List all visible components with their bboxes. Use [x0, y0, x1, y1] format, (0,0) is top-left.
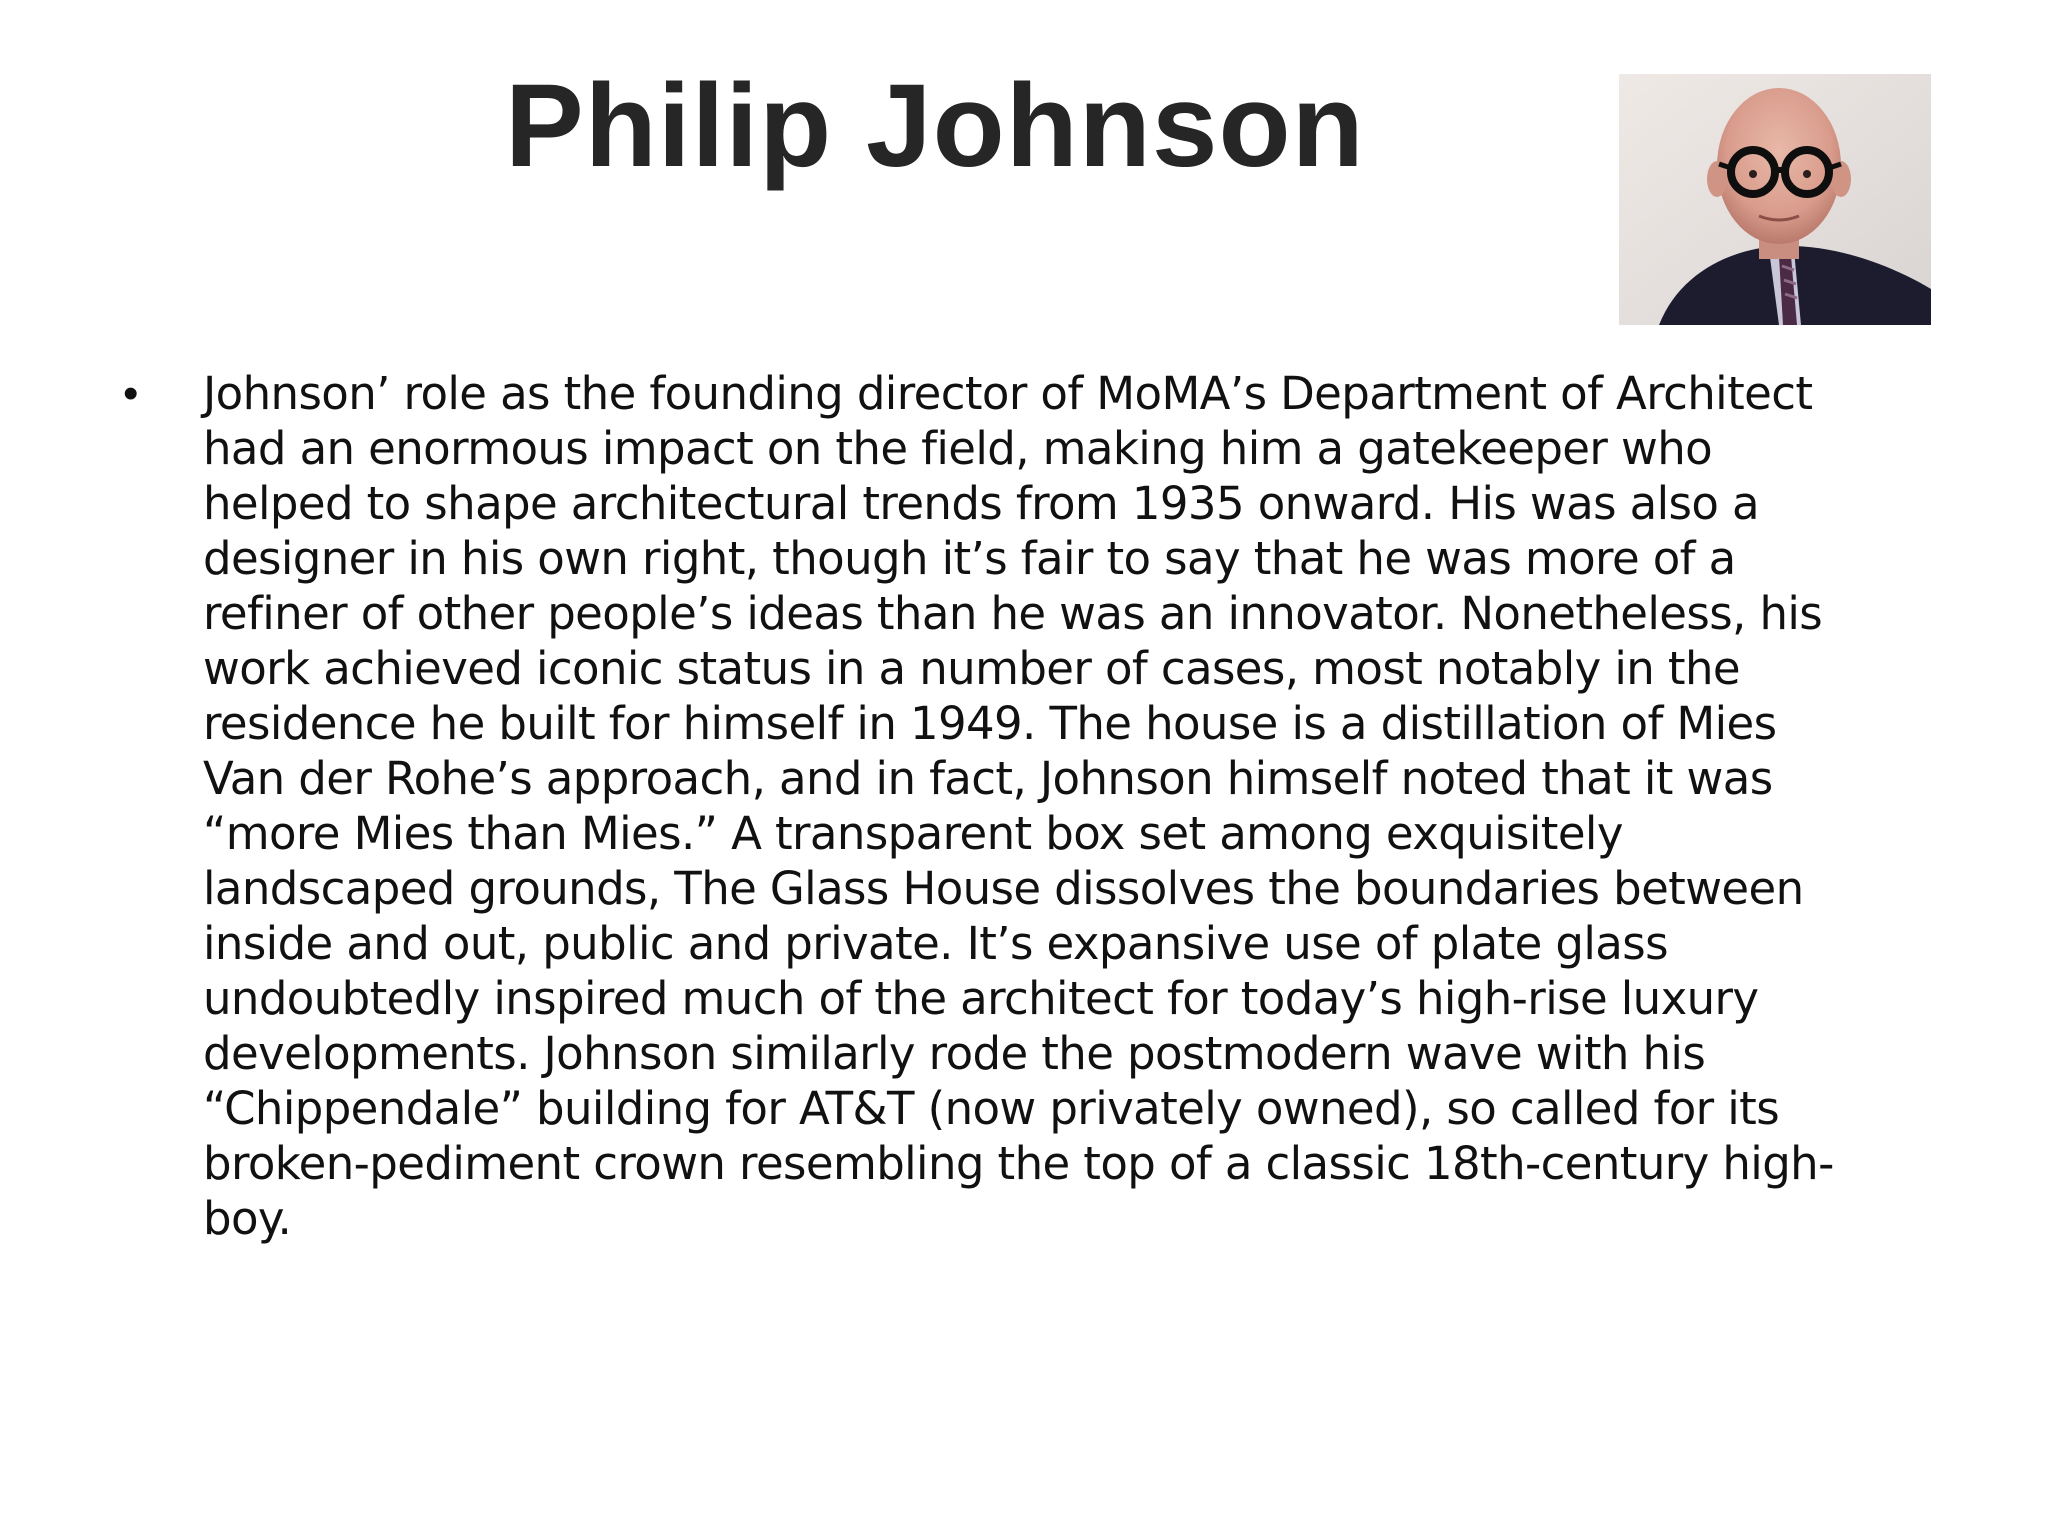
- body-line: developments. Johnson similarly rode the postmodern wave with his: [203, 1027, 1706, 1080]
- body-line: boy.: [203, 1192, 292, 1245]
- portrait-photo: [1619, 74, 1931, 325]
- body-line: work achieved iconic status in a number of cases, most notably in the: [203, 642, 1740, 695]
- body-line: refiner of other people’s ideas than he was an innovator. Nonetheless, his: [203, 587, 1823, 640]
- body-line: helped to shape architectural trends from 1935 onward. His was also a: [203, 477, 1759, 530]
- body-line: Van der Rohe’s approach, and in fact, Johnson himself noted that it was: [203, 752, 1773, 805]
- slide-title: Philip Johnson: [505, 60, 1365, 192]
- bullet-item: [118, 366, 1948, 1246]
- body-line: “more Mies than Mies.” A transparent box set among exquisitely: [203, 807, 1623, 860]
- body-line: residence he built for himself in 1949. The house is a distillation of Mies: [203, 697, 1777, 750]
- body-line: had an enormous impact on the field, making him a gatekeeper who: [203, 422, 1713, 475]
- body-line: inside and out, public and private. It’s expansive use of plate glass: [203, 917, 1668, 970]
- body-line: designer in his own right, though it’s fair to say that he was more of a: [203, 532, 1736, 585]
- bullet-icon: •: [123, 369, 138, 418]
- body-line: undoubtedly inspired much of the architect for today’s high-rise luxury: [203, 972, 1759, 1025]
- body-line: broken-pediment crown resembling the top of a classic 18th-century high-: [203, 1137, 1834, 1190]
- body-line: “Chippendale” building for AT&T (now privately owned), so called for its: [203, 1082, 1780, 1135]
- body-line: Johnson’ role as the founding director of MoMA’s Department of Architect: [203, 367, 1813, 420]
- bullet-list: [118, 366, 1948, 1246]
- body-line: landscaped grounds, The Glass House dissolves the boundaries between: [203, 862, 1804, 915]
